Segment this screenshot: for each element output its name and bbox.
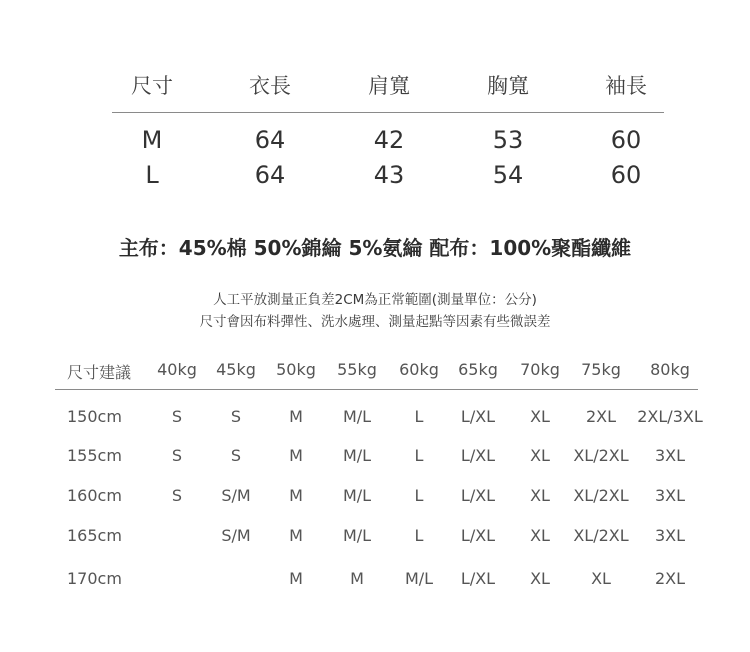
weight-header: 75kg [581,360,621,379]
recommended-size: XL/2XL [573,486,629,505]
recommended-size: 2XL [654,569,686,588]
recommended-size: 2XL [585,407,617,426]
recommended-size: L/XL [460,569,496,588]
recommended-size: 3XL [654,446,686,465]
recommended-size: M [289,446,303,465]
recommended-size: XL [530,486,550,505]
measurement-value: 43 [373,161,405,189]
recommended-size: L [414,486,424,505]
size-label: L [145,161,159,189]
measurement-note-1: 人工平放測量正負差2CM為正常範圍(測量單位：公分) [213,292,537,308]
measurement-value: 60 [610,161,642,189]
height-label: 150cm [67,407,122,426]
weight-header: 65kg [458,360,498,379]
weight-header: 70kg [520,360,560,379]
recommended-size: L/XL [460,407,496,426]
weight-header: 60kg [399,360,439,379]
height-label: 170cm [67,569,122,588]
weight-header: 40kg [157,360,197,379]
recommended-size: M [289,569,303,588]
size-label: M [141,126,163,154]
recommended-size: L/XL [460,526,496,545]
header-shoulder: 肩寬 [368,74,410,98]
recommended-size: S [171,446,183,465]
recommended-size: L [414,407,424,426]
weight-header: 45kg [216,360,256,379]
measurement-value: 54 [492,161,524,189]
header-sleeve: 袖長 [605,74,647,98]
recommended-size: XL [530,569,550,588]
height-label: 155cm [67,446,122,465]
measurement-value: 64 [254,126,286,154]
recommended-size: L/XL [460,486,496,505]
height-label: 160cm [67,486,122,505]
recommended-size: XL [530,407,550,426]
header-size: 尺寸 [131,74,173,98]
weight-header: 80kg [650,360,690,379]
recommended-size: S [230,407,242,426]
recommended-size: S [230,446,242,465]
height-label: 165cm [67,526,122,545]
recommended-size: L [414,526,424,545]
recommended-size: L [414,446,424,465]
recommended-size: 3XL [654,526,686,545]
header-length: 衣長 [249,74,291,98]
recommended-size: 3XL [654,486,686,505]
measurement-value: 42 [373,126,405,154]
recommended-size: S [171,407,183,426]
header-chest: 胸寬 [487,74,529,98]
measurement-value: 64 [254,161,286,189]
measurement-value: 60 [610,126,642,154]
size-guide-corner-header: 尺寸建議 [67,363,132,382]
recommended-size: M/L [342,446,372,465]
recommended-size: M/L [404,569,434,588]
recommended-size: M/L [342,407,372,426]
measurement-note-2: 尺寸會因布料彈性、洗水處理、測量起點等因素有些微誤差 [199,314,551,330]
recommended-size: M/L [342,526,372,545]
recommended-size: S/M [221,526,251,545]
recommended-size: S [171,486,183,505]
recommended-size: XL [591,569,611,588]
size-guide-header-divider [55,389,698,390]
recommended-size: XL/2XL [573,446,629,465]
recommended-size: XL [530,526,550,545]
recommended-size: L/XL [460,446,496,465]
recommended-size: M [289,407,303,426]
recommended-size: M [289,486,303,505]
recommended-size: 2XL/3XL [637,407,703,426]
recommended-size: M [289,526,303,545]
recommended-size: M [350,569,364,588]
recommended-size: M/L [342,486,372,505]
weight-header: 50kg [276,360,316,379]
recommended-size: S/M [221,486,251,505]
measurement-value: 53 [492,126,524,154]
recommended-size: XL/2XL [573,526,629,545]
material-composition: 主布：45%棉 50%錦綸 5%氨綸 配布：100%聚酯纖維 [118,236,632,260]
recommended-size: XL [530,446,550,465]
measurement-header-divider [112,112,664,113]
weight-header: 55kg [337,360,377,379]
